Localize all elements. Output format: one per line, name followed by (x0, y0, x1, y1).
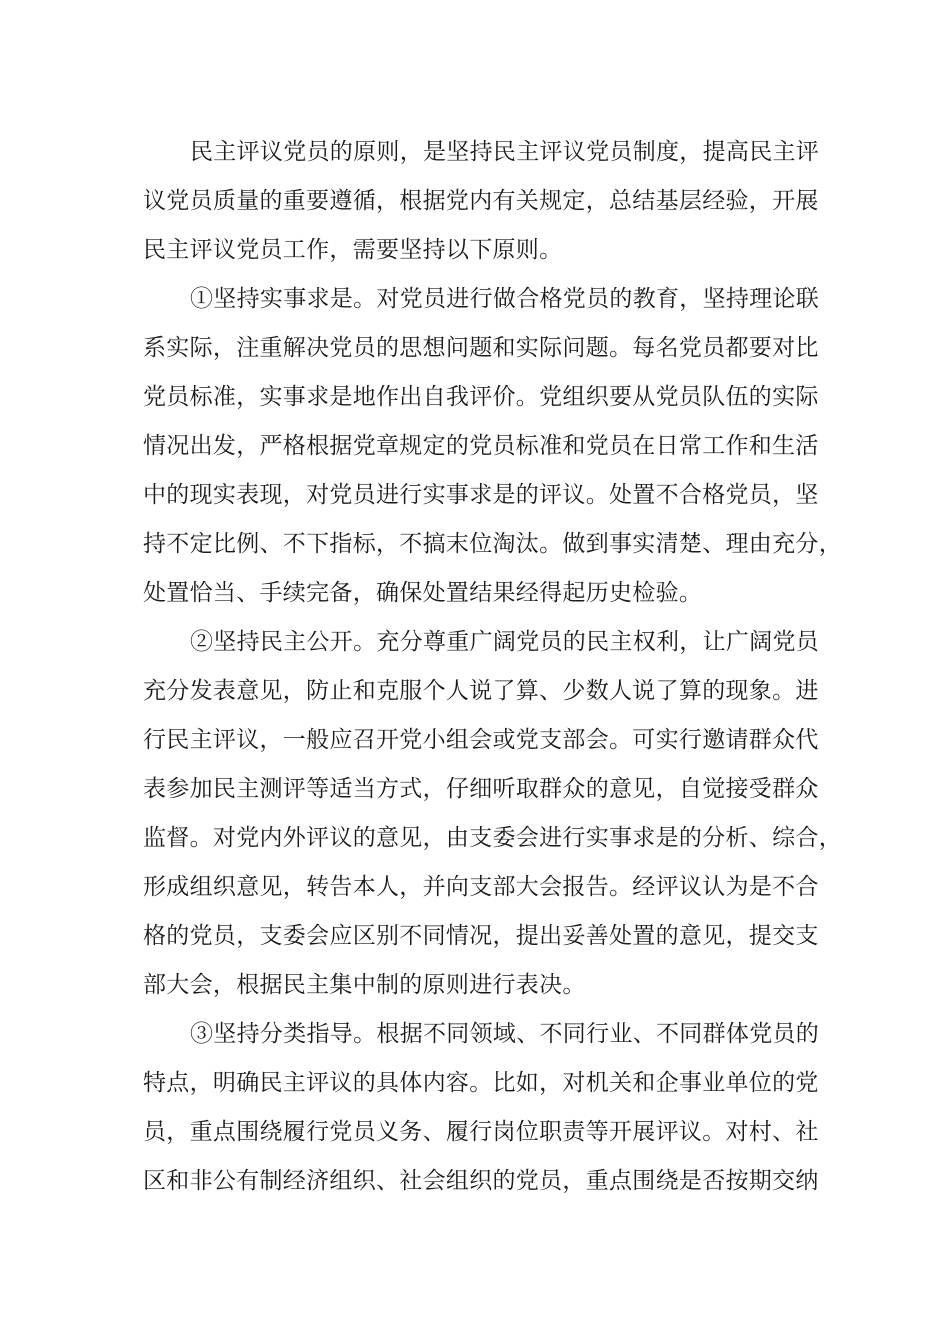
text-line: 党员标准，实事求是地作出自我评价。党组织要从党员队伍的实际 (143, 384, 819, 410)
text-line: 议党员质量的重要遵循，根据党内有关规定，总结基层经验，开展 (143, 188, 819, 214)
text-line: ①坚持实事求是。对党员进行做合格党员的教育，坚持理论联 (190, 286, 820, 312)
text-line: 监督。对党内外评议的意见，由支委会进行实事求是的分析、综合， (143, 825, 842, 851)
document-body (143, 128, 842, 1206)
text-line: 系实际，注重解决党员的思想问题和实际问题。每名党员都要对比 (143, 335, 819, 361)
text-line: 民主评议党员工作，需要坚持以下原则。 (143, 237, 563, 263)
text-line: 情况出发，严格根据党章规定的党员标准和党员在日常工作和生活 (143, 433, 819, 459)
text-line: 形成组织意见，转告本人，并向支部大会报告。经评议认为是不合 (143, 874, 819, 900)
text-line: 持不定比例、不下指标，不搞末位淘汰。做到事实清楚、理由充分， (143, 531, 842, 557)
text-line: 区和非公有制经济组织、社会组织的党员，重点围绕是否按期交纳 (143, 1168, 819, 1194)
paragraph-principle-1 (143, 275, 842, 618)
paragraph-intro (143, 128, 820, 275)
text-line: 中的现实表现，对党员进行实事求是的评议。处置不合格党员，坚 (143, 482, 819, 508)
text-line: 处置恰当、手续完备，确保处置结果经得起历史检验。 (143, 580, 703, 606)
paragraph-principle-3 (143, 1010, 820, 1206)
text-line: 充分发表意见，防止和克服个人说了算、少数人说了算的现象。进 (143, 678, 819, 704)
text-line: ③坚持分类指导。根据不同领域、不同行业、不同群体党员的 (190, 1021, 820, 1047)
text-line: 格的党员，支委会应区别不同情况，提出妥善处置的意见，提交支 (143, 923, 819, 949)
text-line: 表参加民主测评等适当方式，仔细听取群众的意见，自觉接受群众 (143, 776, 819, 802)
text-line: 员，重点围绕履行党员义务、履行岗位职责等开展评议。对村、社 (143, 1119, 819, 1145)
text-line: ②坚持民主公开。充分尊重广阔党员的民主权利，让广阔党员 (190, 629, 820, 655)
paragraph-principle-2 (143, 618, 842, 1010)
text-line: 行民主评议，一般应召开党小组会或党支部会。可实行邀请群众代 (143, 727, 819, 753)
text-line: 特点，明确民主评议的具体内容。比如，对机关和企事业单位的党 (143, 1070, 819, 1096)
text-line: 民主评议党员的原则，是坚持民主评议党员制度，提高民主评 (190, 139, 820, 165)
text-line: 部大会，根据民主集中制的原则进行表决。 (143, 972, 586, 998)
